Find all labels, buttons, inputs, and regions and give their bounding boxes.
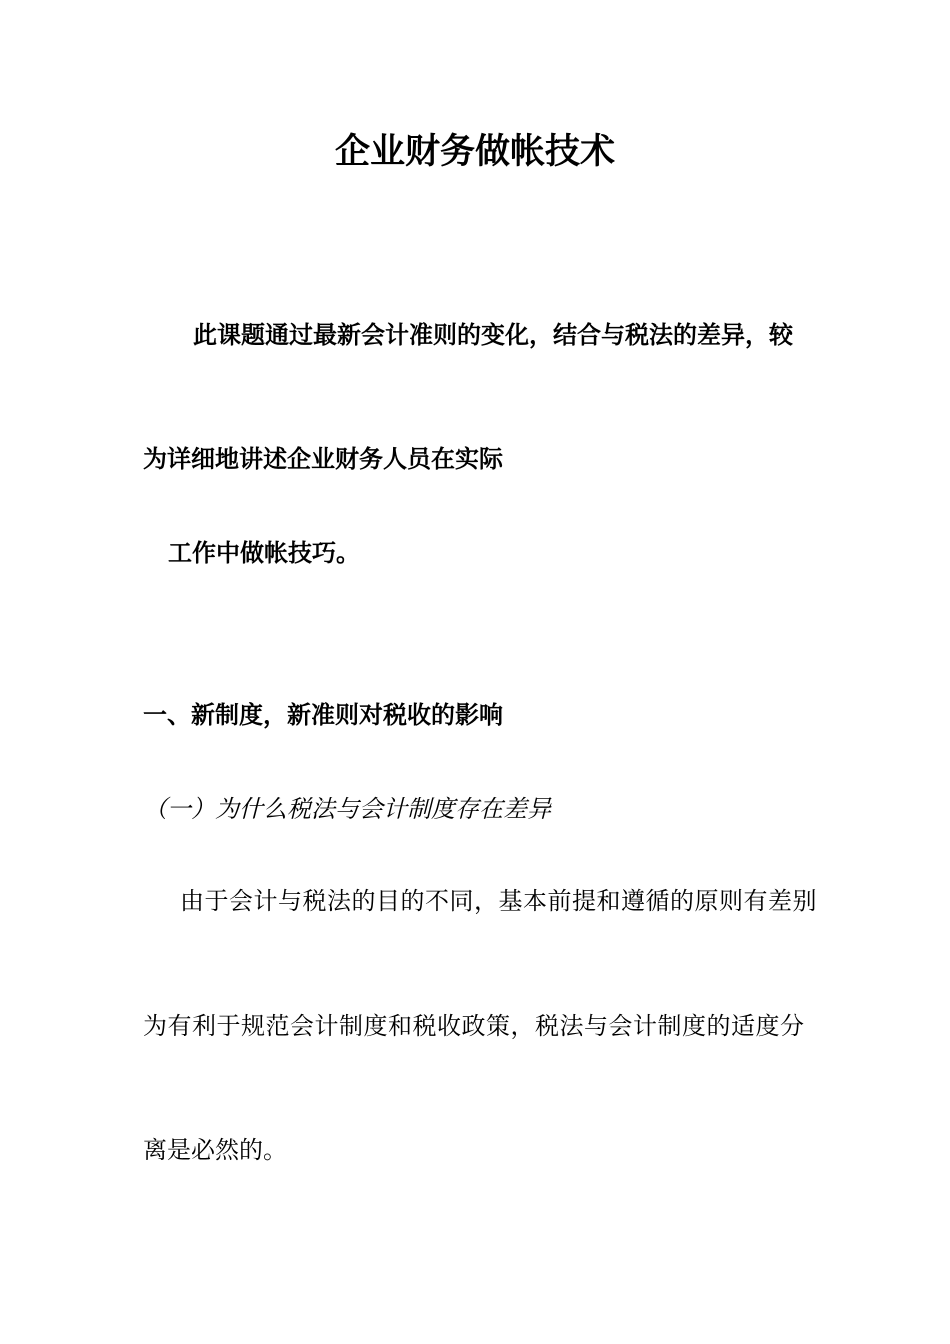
body-line-2: 为有利于规范会计制度和税收政策，税法与会计制度的适度分 <box>143 1012 805 1040</box>
intro-line-1: 此课题通过最新会计准则的变化，结合与税法的差异，较 <box>193 320 793 349</box>
intro-line-2: 为详细地讲述企业财务人员在实际 <box>143 444 503 473</box>
document-title: 企业财务做帐技术 <box>334 131 615 172</box>
section-heading: 一、新制度，新准则对税收的影响 <box>143 700 503 729</box>
subsection-heading: （一）为什么税法与会计制度存在差异 <box>143 795 551 823</box>
intro-line-3: 工作中做帐技巧。 <box>168 538 360 567</box>
body-line-1: 由于会计与税法的目的不同，基本前提和遵循的原则有差别 <box>180 887 817 915</box>
body-line-3: 离是必然的。 <box>143 1136 287 1164</box>
